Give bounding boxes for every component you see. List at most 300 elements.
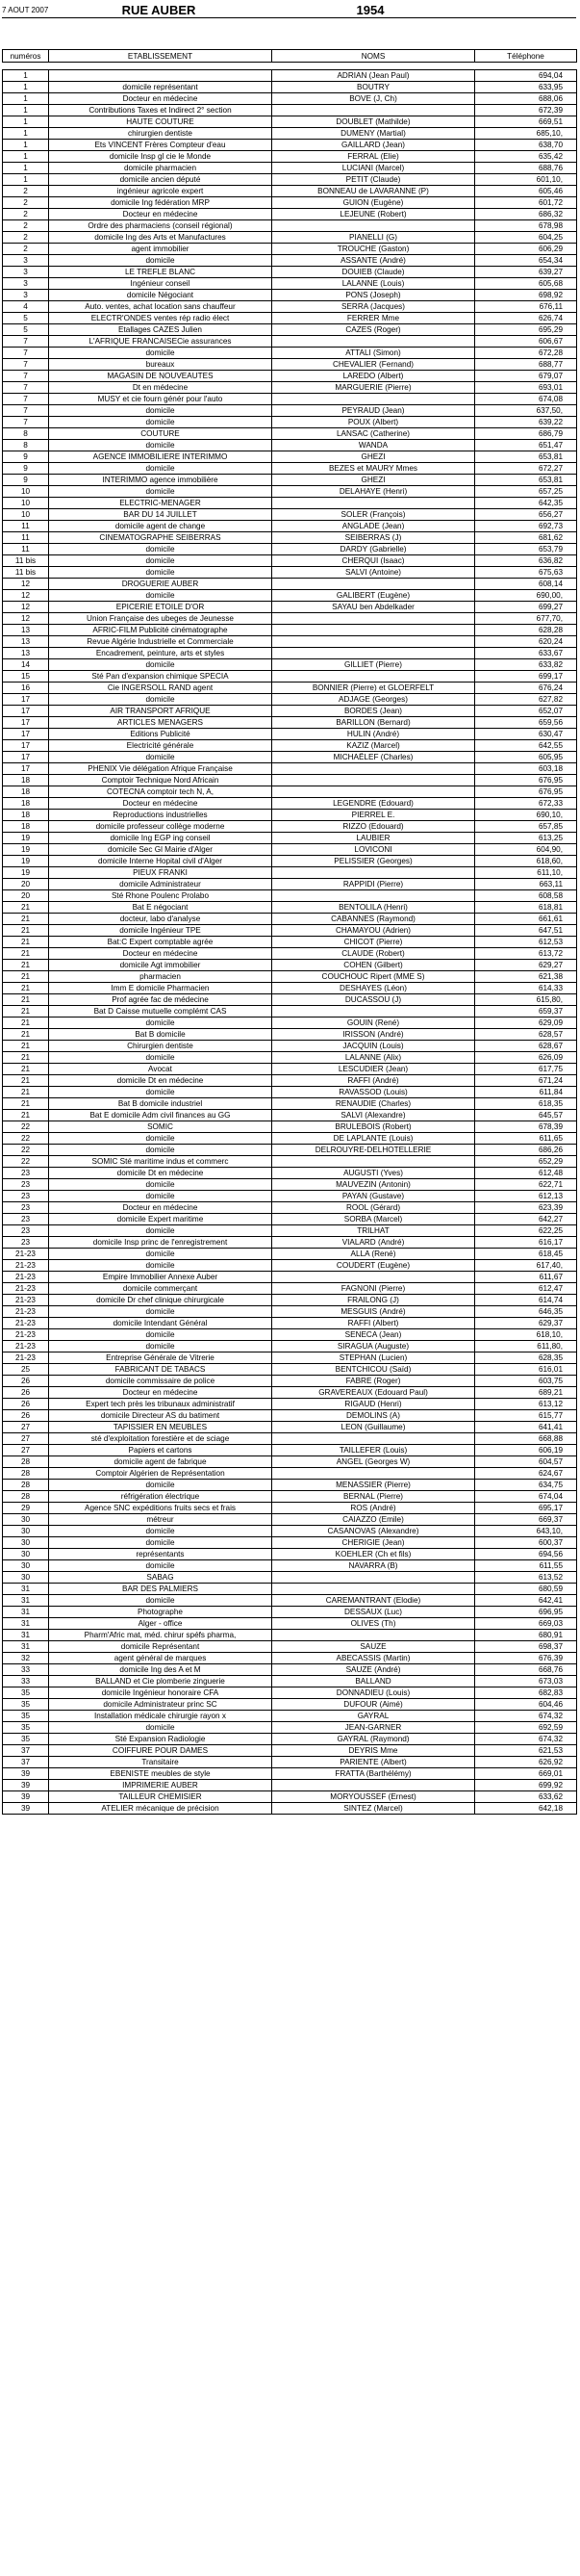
row-number: 21-23: [3, 1318, 49, 1329]
table-row: [3, 174, 577, 186]
row-establishment: domicile Ing EGP ing conseil: [49, 833, 272, 844]
row-number: 21: [3, 1041, 49, 1052]
row-establishment: AGENCE IMMOBILIERE INTERIMMO: [49, 451, 272, 463]
row-name: [272, 625, 475, 636]
row-name: RAFFI (Albert): [272, 1318, 475, 1329]
table-row: [3, 336, 577, 348]
row-name: DESSAUX (Luc): [272, 1607, 475, 1618]
row-phone: 672,28: [475, 348, 577, 359]
table-row: [3, 1745, 577, 1757]
row-establishment: Chirurgien dentiste: [49, 1041, 272, 1052]
table-row: [3, 1711, 577, 1722]
table-row: [3, 313, 577, 324]
row-name: COUDERT (Eugène): [272, 1260, 475, 1272]
row-establishment: domicile Ing des Arts et Manufactures: [49, 232, 272, 244]
row-establishment: ingénieur agricole expert: [49, 186, 272, 197]
table-row: [3, 1260, 577, 1272]
table-row: [3, 890, 577, 902]
row-number: 21-23: [3, 1272, 49, 1283]
table-row: [3, 1664, 577, 1676]
table-row: [3, 532, 577, 544]
row-phone: 606,29: [475, 244, 577, 255]
table-row: [3, 371, 577, 382]
row-number: 21: [3, 1098, 49, 1110]
row-number: 27: [3, 1422, 49, 1433]
row-phone: 611,10,: [475, 867, 577, 879]
row-number: 35: [3, 1711, 49, 1722]
row-name: CHICOT (Pierre): [272, 937, 475, 948]
row-establishment: Docteur en médecine: [49, 1202, 272, 1214]
row-number: 21-23: [3, 1295, 49, 1306]
row-number: 11: [3, 532, 49, 544]
row-number: 21: [3, 1075, 49, 1087]
row-phone: 638,70: [475, 140, 577, 151]
row-establishment: BALLAND et Cie plomberie zinguerie: [49, 1676, 272, 1687]
row-name: SINTEZ (Marcel): [272, 1803, 475, 1815]
row-establishment: AIR TRANSPORT AFRIQUE: [49, 706, 272, 717]
row-phone: 618,60,: [475, 856, 577, 867]
row-name: MENASSIER (Pierre): [272, 1480, 475, 1491]
row-establishment: TAILLEUR CHEMISIER: [49, 1791, 272, 1803]
row-number: 23: [3, 1225, 49, 1237]
table-row: [3, 1722, 577, 1734]
row-establishment: ATELIER mécanique de précision: [49, 1803, 272, 1815]
row-number: 5: [3, 313, 49, 324]
row-name: BONNEAU de LAVARANNE (P): [272, 186, 475, 197]
table-row: [3, 244, 577, 255]
row-name: [272, 394, 475, 405]
row-number: 14: [3, 659, 49, 671]
row-establishment: docteur, labo d'analyse: [49, 914, 272, 925]
row-phone: 653,79: [475, 544, 577, 555]
row-phone: 656,27: [475, 509, 577, 521]
row-phone: 645,57: [475, 1110, 577, 1121]
table-row: [3, 128, 577, 140]
row-phone: 611,55: [475, 1560, 577, 1572]
table-row: [3, 763, 577, 775]
row-establishment: domicile Représentant: [49, 1641, 272, 1653]
row-phone: 629,27: [475, 960, 577, 971]
table-row: [3, 706, 577, 717]
row-number: 7: [3, 417, 49, 428]
table-row: [3, 1272, 577, 1283]
row-number: 9: [3, 463, 49, 475]
table-row: [3, 1121, 577, 1133]
table-row: [3, 937, 577, 948]
table-row: [3, 220, 577, 232]
row-phone: 626,74: [475, 313, 577, 324]
row-number: 16: [3, 683, 49, 694]
table-row: [3, 417, 577, 428]
row-phone: 685,10,: [475, 128, 577, 140]
row-establishment: réfrigération électrique: [49, 1491, 272, 1503]
row-establishment: PIEUX FRANKI: [49, 867, 272, 879]
row-number: 18: [3, 821, 49, 833]
row-phone: 622,25: [475, 1225, 577, 1237]
row-number: 25: [3, 1364, 49, 1376]
table-row: [3, 1445, 577, 1456]
row-name: DESHAYES (Léon): [272, 983, 475, 994]
row-name: SAUZE (André): [272, 1664, 475, 1676]
row-name: SERRA (Jacques): [272, 301, 475, 313]
row-establishment: Comptoir Technique Nord Africain: [49, 775, 272, 786]
table-row: [3, 163, 577, 174]
row-name: IRISSON (André): [272, 1029, 475, 1041]
table-row: [3, 740, 577, 752]
table-row: [3, 1595, 577, 1607]
table-row: [3, 70, 577, 82]
row-number: 21-23: [3, 1341, 49, 1352]
row-establishment: domicile: [49, 405, 272, 417]
row-name: BENTCHICOU (Saïd): [272, 1364, 475, 1376]
row-establishment: domicile Ing fédération MRP: [49, 197, 272, 209]
table-row: [3, 1052, 577, 1064]
row-establishment: domicile: [49, 255, 272, 267]
row-name: NAVARRA (B): [272, 1560, 475, 1572]
row-number: 37: [3, 1757, 49, 1768]
row-name: PETIT (Claude): [272, 174, 475, 186]
row-name: WANDA: [272, 440, 475, 451]
row-establishment: Docteur en médecine: [49, 948, 272, 960]
row-name: CABANNES (Raymond): [272, 914, 475, 925]
table-row: [3, 1734, 577, 1745]
row-number: 7: [3, 382, 49, 394]
row-phone: 654,34: [475, 255, 577, 267]
row-name: ROOL (Gérard): [272, 1202, 475, 1214]
row-phone: 678,39: [475, 1121, 577, 1133]
row-name: RIGAUD (Henri): [272, 1399, 475, 1410]
row-establishment: domicile professeur collège moderne: [49, 821, 272, 833]
row-name: CHAMAYOU (Adrien): [272, 925, 475, 937]
table-row: [3, 833, 577, 844]
row-establishment: domicile Insp gl cie le Monde: [49, 151, 272, 163]
row-name: [272, 1584, 475, 1595]
row-number: 30: [3, 1572, 49, 1584]
row-establishment: Reproductions industrielles: [49, 810, 272, 821]
row-establishment: Sté Pan d'expansion chimique SPECIA: [49, 671, 272, 683]
row-name: RAFFI (André): [272, 1075, 475, 1087]
row-name: GOUIN (René): [272, 1018, 475, 1029]
row-name: ATTALI (Simon): [272, 348, 475, 359]
row-phone: 674,32: [475, 1734, 577, 1745]
row-number: 13: [3, 648, 49, 659]
row-establishment: domicile: [49, 1191, 272, 1202]
row-establishment: domicile: [49, 1306, 272, 1318]
table-row: [3, 1456, 577, 1468]
row-number: 11 bis: [3, 555, 49, 567]
table-row: [3, 1803, 577, 1815]
row-name: [272, 890, 475, 902]
table-row: [3, 1214, 577, 1225]
row-establishment: ELECTR'ONDES ventes rép radio élect: [49, 313, 272, 324]
row-establishment: domicile: [49, 1329, 272, 1341]
row-name: DEYRIS Mme: [272, 1745, 475, 1757]
row-phone: 689,21: [475, 1387, 577, 1399]
row-phone: 616,17: [475, 1237, 577, 1249]
row-establishment: domicile Dr chef clinique chirurgicale: [49, 1295, 272, 1306]
table-row: [3, 786, 577, 798]
table-row: [3, 1791, 577, 1803]
row-phone: 669,51: [475, 116, 577, 128]
table-row: [3, 1422, 577, 1433]
row-phone: 692,73: [475, 521, 577, 532]
row-number: 1: [3, 93, 49, 105]
table-row: [3, 1607, 577, 1618]
row-number: 21: [3, 1052, 49, 1064]
row-phone: 690,10,: [475, 810, 577, 821]
row-number: 26: [3, 1387, 49, 1399]
row-number: 26: [3, 1376, 49, 1387]
row-establishment: domicile Administrateur princ SC: [49, 1699, 272, 1711]
row-phone: 647,51: [475, 925, 577, 937]
row-phone: 678,98: [475, 220, 577, 232]
row-establishment: Installation médicale chirurgie rayon x: [49, 1711, 272, 1722]
row-phone: 620,24: [475, 636, 577, 648]
row-number: 30: [3, 1560, 49, 1572]
row-establishment: Ets VINCENT Frères Compteur d'eau: [49, 140, 272, 151]
row-number: 28: [3, 1456, 49, 1468]
row-number: 3: [3, 278, 49, 290]
row-number: 19: [3, 856, 49, 867]
row-establishment: domicile: [49, 1526, 272, 1537]
row-number: 28: [3, 1491, 49, 1503]
row-phone: 680,91: [475, 1630, 577, 1641]
row-phone: 635,42: [475, 151, 577, 163]
row-name: OLIVES (Th): [272, 1618, 475, 1630]
table-row: [3, 93, 577, 105]
row-establishment: domicile Dt en médecine: [49, 1168, 272, 1179]
table-row: [3, 1341, 577, 1352]
row-phone: 695,29: [475, 324, 577, 336]
table-row: [3, 717, 577, 729]
table-row: [3, 324, 577, 336]
row-phone: 608,14: [475, 579, 577, 590]
row-phone: 671,24: [475, 1075, 577, 1087]
row-name: BRULEBOIS (Robert): [272, 1121, 475, 1133]
col-names: NOMS: [272, 50, 475, 63]
table-row: [3, 290, 577, 301]
row-name: DUMENY (Martial): [272, 128, 475, 140]
row-number: 12: [3, 602, 49, 613]
row-name: ADRIAN (Jean Paul): [272, 70, 475, 82]
row-number: 8: [3, 440, 49, 451]
row-name: BORDES (Jean): [272, 706, 475, 717]
row-establishment: domicile Directeur AS du batiment: [49, 1410, 272, 1422]
row-number: 18: [3, 786, 49, 798]
row-number: 3: [3, 267, 49, 278]
row-name: DUCASSOU (J): [272, 994, 475, 1006]
row-establishment: Imm E domicile Pharmacien: [49, 983, 272, 994]
table-row: [3, 844, 577, 856]
row-establishment: CINEMATOGRAPHE SEIBERRAS: [49, 532, 272, 544]
row-number: 7: [3, 336, 49, 348]
table-row: [3, 1041, 577, 1052]
row-number: 21: [3, 1029, 49, 1041]
row-phone: 642,18: [475, 1803, 577, 1815]
table-row: [3, 140, 577, 151]
row-name: SORBA (Marcel): [272, 1214, 475, 1225]
row-name: CHERIGIE (Jean): [272, 1537, 475, 1549]
row-establishment: domicile: [49, 1722, 272, 1734]
row-number: 37: [3, 1745, 49, 1757]
row-number: 11: [3, 544, 49, 555]
row-number: 1: [3, 151, 49, 163]
row-establishment: domicile: [49, 1249, 272, 1260]
row-number: 21-23: [3, 1260, 49, 1272]
row-phone: 693,01: [475, 382, 577, 394]
table-row: [3, 659, 577, 671]
row-establishment: Docteur en médecine: [49, 798, 272, 810]
row-number: 21: [3, 971, 49, 983]
row-name: ADJAGE (Georges): [272, 694, 475, 706]
table-row: [3, 1514, 577, 1526]
row-name: PAYAN (Gustave): [272, 1191, 475, 1202]
table-row: [3, 555, 577, 567]
row-establishment: Transitaire: [49, 1757, 272, 1768]
row-number: 35: [3, 1734, 49, 1745]
table-row: [3, 255, 577, 267]
row-phone: 618,35: [475, 1098, 577, 1110]
row-name: DUFOUR (Aimé): [272, 1699, 475, 1711]
row-phone: 611,84: [475, 1087, 577, 1098]
row-phone: 626,92: [475, 1757, 577, 1768]
row-establishment: Ingénieur conseil: [49, 278, 272, 290]
table-row: [3, 1480, 577, 1491]
row-name: PONS (Joseph): [272, 290, 475, 301]
row-name: COHEN (Gilbert): [272, 960, 475, 971]
row-number: 10: [3, 486, 49, 498]
row-phone: 668,76: [475, 1664, 577, 1676]
table-row: [3, 1237, 577, 1249]
row-number: 21: [3, 983, 49, 994]
row-number: 10: [3, 509, 49, 521]
row-name: KAZIZ (Marcel): [272, 740, 475, 752]
table-row: [3, 1780, 577, 1791]
row-name: POUX (Albert): [272, 417, 475, 428]
row-number: 31: [3, 1595, 49, 1607]
row-name: LEON (Guillaume): [272, 1422, 475, 1433]
row-name: SOLER (François): [272, 509, 475, 521]
row-phone: 642,35: [475, 498, 577, 509]
row-establishment: domicile Intendant Général: [49, 1318, 272, 1329]
row-name: ALLA (René): [272, 1249, 475, 1260]
row-number: 22: [3, 1156, 49, 1168]
row-name: JACQUIN (Louis): [272, 1041, 475, 1052]
row-name: GRAVEREAUX (Edouard Paul): [272, 1387, 475, 1399]
table-row: [3, 1526, 577, 1537]
row-name: MICHAËLEF (Charles): [272, 752, 475, 763]
row-phone: 633,95: [475, 82, 577, 93]
row-establishment: Prof agrée fac de médecine: [49, 994, 272, 1006]
row-phone: 629,37: [475, 1318, 577, 1329]
row-phone: 613,12: [475, 1399, 577, 1410]
col-establishment: ETABLISSEMENT: [49, 50, 272, 63]
row-phone: 604,90,: [475, 844, 577, 856]
row-establishment: domicile Ingénieur TPE: [49, 925, 272, 937]
table-row: [3, 694, 577, 706]
row-number: 21: [3, 994, 49, 1006]
row-name: CLAUDE (Robert): [272, 948, 475, 960]
row-phone: 676,24: [475, 683, 577, 694]
row-establishment: domicile: [49, 1537, 272, 1549]
row-name: LANSAC (Catherine): [272, 428, 475, 440]
row-phone: 690,00,: [475, 590, 577, 602]
table-row: [3, 1156, 577, 1168]
row-name: [272, 105, 475, 116]
row-number: 22: [3, 1145, 49, 1156]
row-establishment: Docteur en médecine: [49, 209, 272, 220]
table-row: [3, 197, 577, 209]
row-number: 21-23: [3, 1283, 49, 1295]
row-establishment: métreur: [49, 1514, 272, 1526]
row-number: 5: [3, 324, 49, 336]
row-phone: 611,80,: [475, 1341, 577, 1352]
row-establishment: domicile: [49, 463, 272, 475]
row-number: 1: [3, 82, 49, 93]
row-name: TAILLEFER (Louis): [272, 1445, 475, 1456]
table-row: [3, 636, 577, 648]
row-number: 17: [3, 717, 49, 729]
row-name: SENECA (Jean): [272, 1329, 475, 1341]
row-name: BALLAND: [272, 1676, 475, 1687]
row-number: 2: [3, 220, 49, 232]
row-number: 20: [3, 890, 49, 902]
row-establishment: domicile: [49, 590, 272, 602]
table-row: [3, 1191, 577, 1202]
table-row: [3, 1006, 577, 1018]
row-phone: 627,82: [475, 694, 577, 706]
row-phone: 611,67: [475, 1272, 577, 1283]
row-establishment: domicile Administrateur: [49, 879, 272, 890]
table-row: [3, 1283, 577, 1295]
row-name: SALVI (Antoine): [272, 567, 475, 579]
row-number: 23: [3, 1179, 49, 1191]
row-number: 31: [3, 1630, 49, 1641]
row-phone: 612,48: [475, 1168, 577, 1179]
row-name: LAREDO (Albert): [272, 371, 475, 382]
table-row: [3, 1433, 577, 1445]
table-row: [3, 625, 577, 636]
table-row: [3, 1653, 577, 1664]
table-row: [3, 579, 577, 590]
row-number: 23: [3, 1168, 49, 1179]
table-row: [3, 1618, 577, 1630]
table-row: [3, 602, 577, 613]
row-name: DARDY (Gabrielle): [272, 544, 475, 555]
row-establishment: INTERIMMO agence immobilière: [49, 475, 272, 486]
row-phone: 600,37: [475, 1537, 577, 1549]
row-establishment: domicile: [49, 1225, 272, 1237]
row-number: 17: [3, 752, 49, 763]
row-phone: 661,61: [475, 914, 577, 925]
row-name: CHEVALIER (Fernand): [272, 359, 475, 371]
row-phone: 698,37: [475, 1641, 577, 1653]
row-phone: 642,27: [475, 1214, 577, 1225]
table-row: [3, 1410, 577, 1422]
row-number: 10: [3, 498, 49, 509]
row-establishment: FABRICANT DE TABACS: [49, 1364, 272, 1376]
row-name: BEZES et MAURY Mmes: [272, 463, 475, 475]
row-establishment: Encadrement, peinture, arts et styles: [49, 648, 272, 659]
row-phone: 646,35: [475, 1306, 577, 1318]
row-name: PEYRAUD (Jean): [272, 405, 475, 417]
row-establishment: Photographe: [49, 1607, 272, 1618]
row-phone: 694,04: [475, 70, 577, 82]
row-establishment: domicile: [49, 1560, 272, 1572]
table-row: [3, 590, 577, 602]
row-establishment: domicile: [49, 486, 272, 498]
row-name: AUGUSTI (Yves): [272, 1168, 475, 1179]
